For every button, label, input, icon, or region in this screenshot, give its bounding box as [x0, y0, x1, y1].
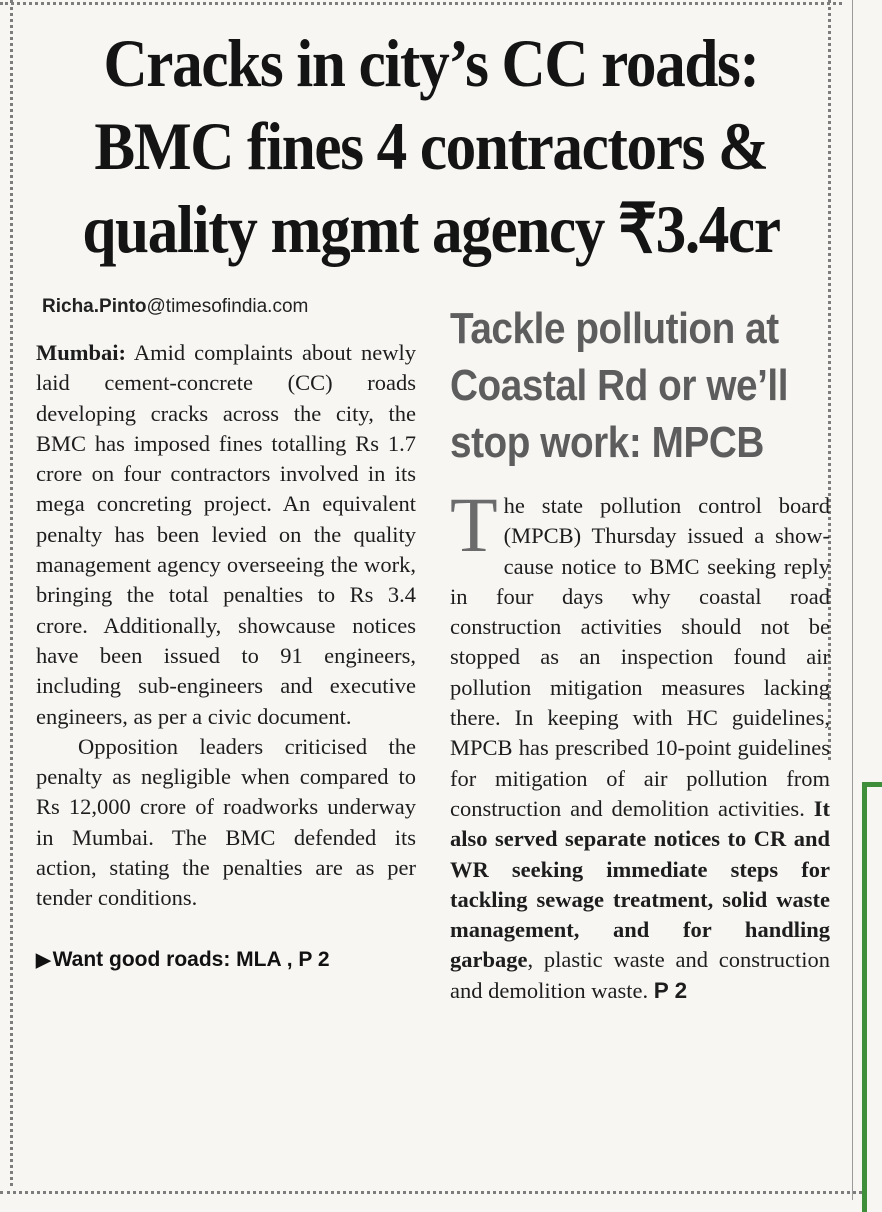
byline-domain: @timesofindia.com [146, 296, 309, 317]
adjacent-green-box [862, 782, 882, 1212]
side-story-headline: Tackle pollution at Coastal Rd or we’ll stop work: MPCB [450, 304, 789, 467]
byline-name: Richa.Pinto [42, 296, 147, 317]
main-headline: Cracks in city’s CC roads: BMC fines 4 contractors & quality mgmt agency ₹3.4cr [82, 25, 780, 267]
see-also-text: Want good roads: MLA , P 2 [52, 947, 330, 971]
left-dotted-border [10, 0, 13, 1186]
side-story-body-bold: It also served separate notices to CR and WR seeking immediate steps for tackling sewage treatment, solid waste management, and for handling garbage [450, 795, 830, 973]
dropcap-letter: T [450, 481, 498, 568]
page-reference: P 2 [653, 977, 688, 1003]
bottom-dotted-border [0, 1191, 862, 1194]
main-story-paragraph-2: Opposition leaders criticised the penalty as negligible when compared to Rs 12,000 crore of roadworks underway in Mumbai. The BMC defended its action, stating the penalties are as per tender conditions. [36, 733, 416, 911]
dateline: Mumbai: [36, 340, 126, 365]
main-story-paragraph-1 [36, 338, 416, 732]
arrow-right-icon: ▶ [36, 949, 51, 971]
byline [42, 296, 416, 318]
side-story-column [450, 300, 830, 1006]
side-story-body-start: he state pollution control board (MPCB) Thursday issued a show-cause notice to BMC seeking reply in four days why coastal road construction activities should not be stopped as an inspection found air pollution mitigation measures lacking there. In keeping with HC guidelines, MPCB has prescribed 10-point guidelines for mitigation of air pollution from construction and demolition activities. [450, 493, 830, 821]
see-also-link[interactable] [36, 948, 416, 972]
adjacent-column-rule [852, 0, 853, 1200]
top-dotted-border [0, 2, 842, 5]
side-story-body [450, 481, 830, 1006]
paragraph-1-text: Amid complaints about newly laid cement-concrete (CC) roads developing cracks across the city, the BMC has imposed fines totalling Rs 1.7 crore on four contractors involved in its mega concreting project. An equivalent penalty has been levied on the quality management agency overseeing the work, bringing the total penalties to Rs 3.4 crore. Additionally, showcause notices have been issued to 91 engineers, including sub-engineers and executive engineers, as per a civic document. [36, 340, 416, 729]
side-story-body-end: , plastic waste and construction and demolition waste. [450, 947, 830, 1003]
main-story-column [36, 296, 416, 972]
